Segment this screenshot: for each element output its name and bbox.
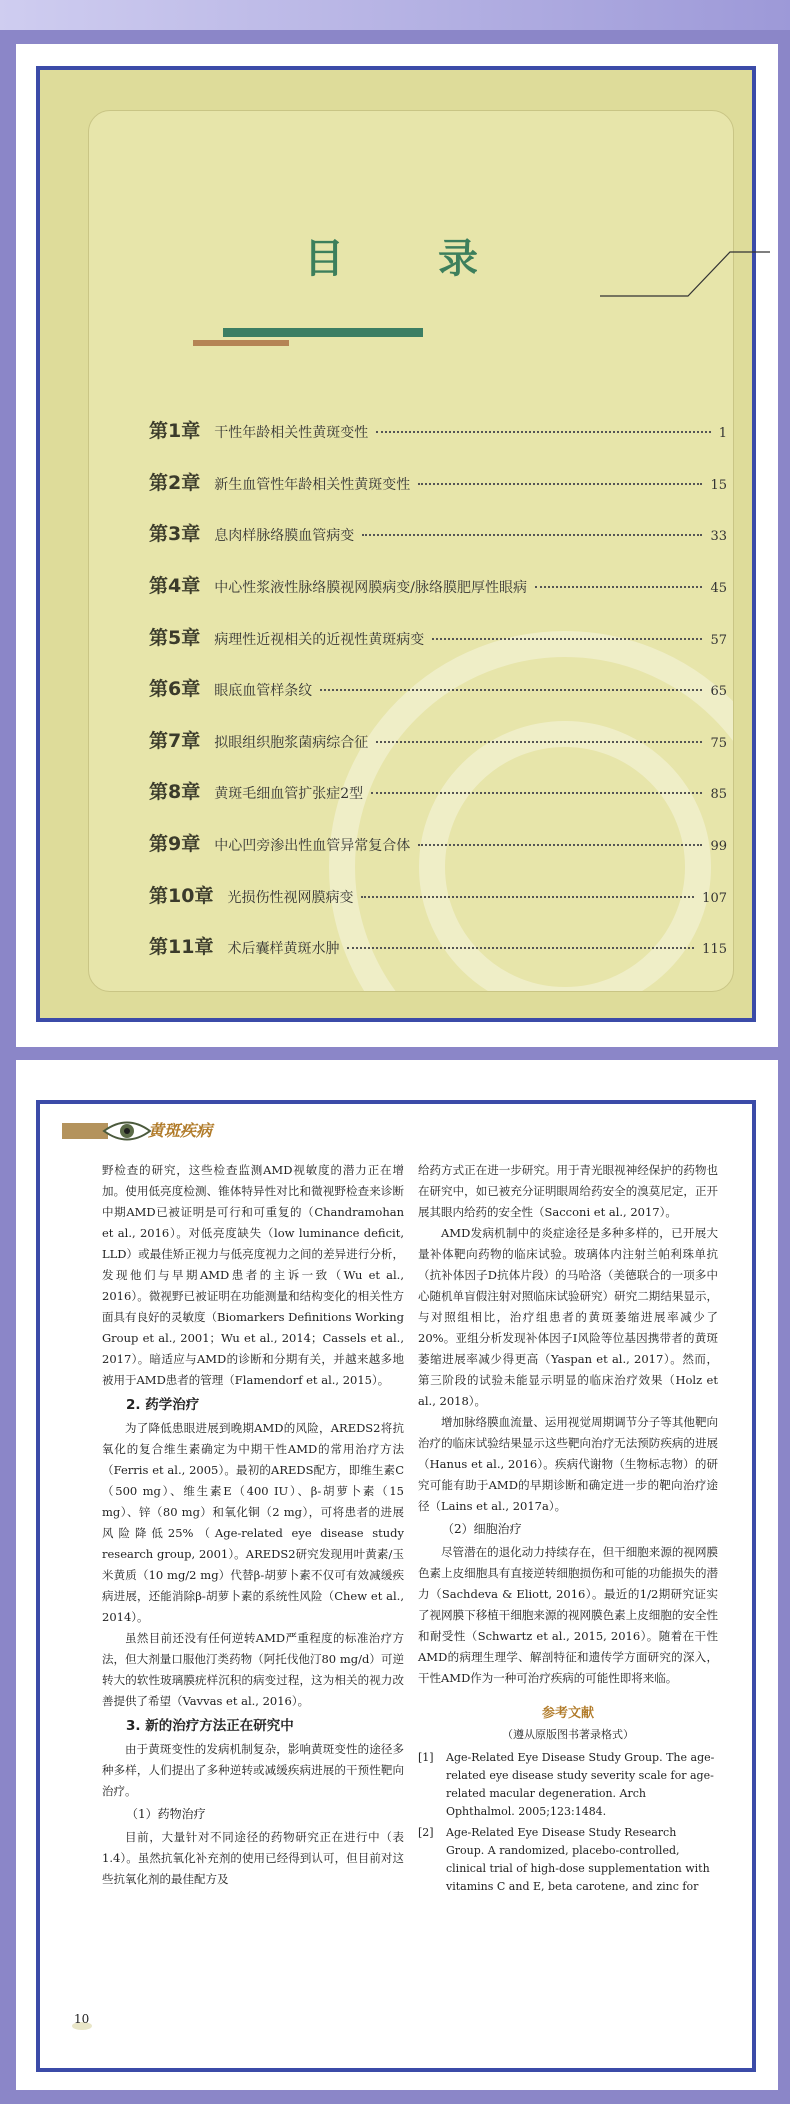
leader-dots	[418, 483, 702, 485]
toc-entry[interactable]	[149, 777, 727, 807]
section-heading: 3. 新的治疗方法正在研究中	[126, 1718, 294, 1734]
toc-page	[16, 44, 778, 1047]
chapter-page: 33	[710, 529, 727, 544]
book-page	[16, 1060, 778, 2090]
references-heading: 参考文献	[541, 1706, 594, 1721]
toc-entry[interactable]	[149, 726, 727, 756]
toc-frame	[36, 66, 756, 1022]
leader-dots	[347, 947, 694, 949]
chapter-page: 45	[710, 581, 727, 596]
toc-entry[interactable]	[149, 519, 727, 549]
leader-dots	[320, 689, 702, 691]
chapter-page: 85	[710, 787, 727, 802]
right-column	[418, 1160, 718, 1899]
chapter-page: 115	[702, 942, 727, 957]
chapter-title: 光损伤性视网膜病变	[227, 890, 354, 906]
section-heading: 2. 药学治疗	[126, 1397, 200, 1413]
leader-dots	[362, 534, 702, 536]
toc-panel	[88, 110, 734, 992]
paragraph: 增加脉络膜血流量、运用视觉周期调节分子等其他靶向治疗的临床试验结果显示这些靶向治疗无法预防疾病的进展（Hanus et al., 2016）。疾病代谢物（生物标志物）的研究可能有助于AMD的早期诊断和确定进一步的靶向治疗途径（Lains et al., 2017a）。	[418, 1415, 718, 1513]
chapter-title: 拟眼组织胞浆菌病综合征	[214, 735, 369, 751]
paragraph: 给药方式正在进一步研究。用于青光眼视神经保护的药物也在研究中，如已被充分证明眼周给药安全的溴莫尼定，正开展其眼内给药的安全性（Sacconi et al., 2017）。	[418, 1163, 718, 1219]
paragraph: 虽然目前还没有任何逆转AMD严重程度的标准治疗方法，但大剂量口服他汀类药物（阿托伐他汀80 mg/d）可逆转大的软性玻璃膜疣样沉积的病变过程，这为相关的视力改善提供了希望（Vavvas et al., 2016）。	[102, 1631, 404, 1708]
toc-entry[interactable]	[149, 829, 727, 859]
chapter-number: 第5章	[149, 627, 201, 649]
chapter-page: 15	[710, 478, 727, 493]
leader-dots	[361, 896, 694, 898]
reference-number: [1]	[418, 1751, 434, 1764]
toc-entry[interactable]	[149, 932, 727, 962]
chapter-number: 第11章	[149, 936, 214, 958]
paragraph: 野检查的研究，这些检查监测AMD视敏度的潜力正在增加。使用低亮度检测、锥体特异性对比和微视野检查来诊断中期AMD已被证明是可行和可重复的（Chandramohan et al., 2016）。对低亮度缺失（low luminance deficit, LLD）或最佳矫正视力与低亮度视力之间的差异进行分析，发现他们与早期AMD患者的主诉一致（Wu et al., 2016）。微视野已被证明在功能测量和结构变化的相关性方面具有良好的灵敏度（Biomarkers Definitions Working Group et al., 2001；Wu et al., 2014；Cassels et al., 2017）。暗适应与AMD的诊断和分期有关，并越来越多地被用于AMD患者的管理（Flamendorf et al., 2015）。	[102, 1163, 404, 1387]
chapter-title: 中心凹旁渗出性血管异常复合体	[214, 838, 411, 854]
paragraph: 尽管潜在的退化动力持续存在，但干细胞来源的视网膜色素上皮细胞具有直接逆转细胞损伤和可能的功能损失的潜力（Sachdeva & Eliott, 2016）。最近的1/2期研究证实了视网膜下移植干细胞来源的视网膜色素上皮细胞的安全性和耐受性（Schwartz et al., 2015, 2016）。随着在干性AMD的病理生理学、解剖特征和遗传学方面研究的深入，干性AMD作为一种可治疗疾病的可能性即将来临。	[418, 1545, 718, 1685]
subsection-heading: （1）药物治疗	[126, 1807, 206, 1821]
eye-icon	[102, 1118, 152, 1144]
toc-entry[interactable]	[149, 623, 727, 653]
chapter-number: 第7章	[149, 730, 201, 752]
chapter-number: 第10章	[149, 885, 214, 907]
reference-number: [2]	[418, 1826, 434, 1839]
paragraph: 目前，大量针对不同途径的药物研究正在进行中（表1.4）。虽然抗氧化补充剂的使用已经得到认可，但目前对这些抗氧化剂的最佳配方及	[102, 1830, 404, 1886]
toc-entry[interactable]	[149, 468, 727, 498]
chapter-number: 第8章	[149, 781, 201, 803]
leader-dots	[371, 792, 702, 794]
chapter-number: 第1章	[149, 420, 201, 442]
chapter-page: 99	[710, 839, 727, 854]
chapter-title: 中心性浆液性脉络膜视网膜病变/脉络膜肥厚性眼病	[214, 580, 527, 596]
paragraph: 为了降低患眼进展到晚期AMD的风险，AREDS2将抗氧化的复合维生素确定为中期干性AMD的常用治疗方法（Ferris et al., 2005）。最初的AREDS配方，即维生素C（500 mg）、维生素E（400 IU）、β-胡萝卜素（15 mg）、锌（80 mg）和氧化铜（2 mg），可将患者的进展风险降低25%（Age-related eye disease study research group, 2001）。AREDS2研究发现用叶黄素/玉米黄质（10 mg/2 mg）代替β-胡萝卜素不仅可有效减缓疾病进展，还能消除β-胡萝卜素的系统性风险（Chew et al., 2014）。	[102, 1421, 404, 1624]
chapter-title: 眼底血管样条纹	[214, 683, 313, 699]
chapter-title: 新生血管性年龄相关性黄斑变性	[214, 477, 411, 493]
leader-dots	[432, 638, 702, 640]
reference-text: Age-Related Eye Disease Study Research Group. A randomized, placebo-controlled, clinical trial of high-dose supplementation with vitamins C and E, beta carotene, and zinc for	[446, 1826, 710, 1893]
toc-entry[interactable]	[149, 571, 727, 601]
chapter-title: 干性年龄相关性黄斑变性	[214, 425, 369, 441]
background-band	[0, 0, 790, 30]
leader-dots	[535, 586, 703, 588]
chapter-title: 黄斑毛细血管扩张症2型	[214, 786, 364, 802]
leader-dots	[376, 741, 702, 743]
leader-dots	[376, 431, 710, 433]
toc-entry[interactable]	[149, 881, 727, 911]
left-column	[102, 1160, 404, 1890]
paragraph: 由于黄斑变性的发病机制复杂，影响黄斑变性的途径多种多样，人们提出了多种逆转或减缓疾病进展的干预性靶向治疗。	[102, 1742, 404, 1798]
chapter-page: 107	[702, 891, 727, 906]
chapter-page: 57	[710, 633, 727, 648]
chapter-page: 1	[718, 426, 727, 441]
chapter-title: 术后囊样黄斑水肿	[227, 941, 340, 957]
chapter-number: 第2章	[149, 472, 201, 494]
chapter-number: 第9章	[149, 833, 201, 855]
chapter-title: 病理性近视相关的近视性黄斑病变	[214, 632, 425, 648]
toc-title: 目 录	[304, 235, 518, 282]
subsection-heading: （2）细胞治疗	[442, 1522, 522, 1536]
title-decoration-bar	[223, 328, 423, 337]
chapter-number: 第3章	[149, 523, 201, 545]
chapter-number: 第6章	[149, 678, 201, 700]
chapter-page: 75	[710, 736, 727, 751]
title-leader-line	[600, 250, 770, 310]
reference-item	[418, 1749, 718, 1821]
leader-dots	[418, 844, 702, 846]
title-decoration-bar-accent	[193, 340, 289, 346]
reference-text: Age-Related Eye Disease Study Group. The age-related eye disease study severity scale for age-related macular degeneration. Arch Ophthalmol. 2005;123:1484.	[446, 1751, 715, 1818]
chapter-title: 息肉样脉络膜血管病变	[214, 528, 355, 544]
toc-entry[interactable]	[149, 674, 727, 704]
references-note: （遵从原版图书著录格式）	[502, 1728, 634, 1741]
paragraph: AMD发病机制中的炎症途径是多种多样的，已开展大量补体靶向药物的临床试验。玻璃体内注射兰帕利珠单抗（抗补体因子D抗体片段）的马哈洛（美德联合的一项多中心随机单盲假注射对照临床试验研究）研究二期结果显示，与对照组相比，治疗组患者的黄斑萎缩进展率减少了20%。亚组分析发现补体因子I风险等位基因携带者的黄斑萎缩进展率减少得更高（Yaspan et al., 2017）。然而，第三阶段的试验未能显示明显的临床治疗效果（Holz et al., 2018）。	[418, 1226, 718, 1408]
chapter-number: 第4章	[149, 575, 201, 597]
running-header: 黄斑疾病	[148, 1121, 213, 1140]
chapter-page: 65	[710, 684, 727, 699]
reference-item	[418, 1824, 718, 1896]
toc-entry[interactable]	[149, 416, 727, 446]
page-number: 10	[74, 2012, 90, 2026]
